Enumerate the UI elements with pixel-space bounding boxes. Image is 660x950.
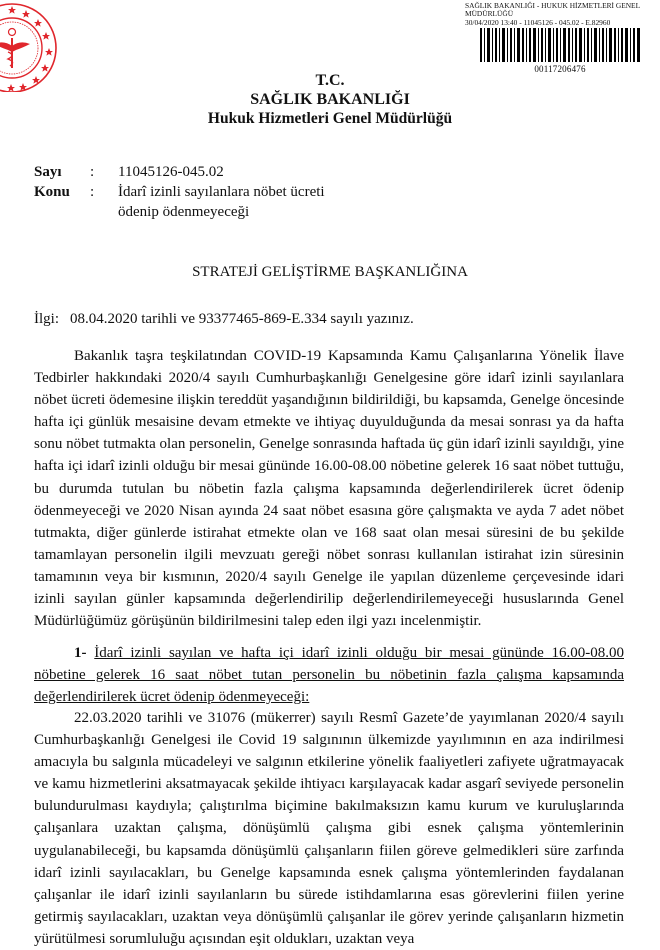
konu-row [34,182,325,222]
ilgi-value: 08.04.2020 tarihli ve 93377465-869-E.334 sayılı yazınız. [70,311,414,327]
header-directorate: Hukuk Hizmetleri Genel Müdürlüğü [207,110,453,127]
konu-value-line-1: İdarî izinli sayılanlara nöbet ücreti [118,184,325,200]
konu-label: Konu [34,184,70,200]
sayi-label: Sayı [34,164,62,180]
sayi-colon: : [90,164,95,180]
stamp-line-3: 30/04/2020 13:40 - 11045126 - 045.02 - E.82960 [465,17,611,27]
section-number: 1- [74,645,87,661]
sayi-row [34,162,224,182]
konu-value-line-2: ödenip ödenmeyeceği [118,204,250,220]
stamp-line-1: SAĞLIK BAKANLIĞI - HUKUK HİZMETLERİ GENEL [465,1,641,10]
ilgi-label: İlgi: [34,311,59,327]
header-ministry: SAĞLIK BAKANLIĞI [250,91,410,108]
paragraph-text: 22.03.2020 tarihli ve 31076 (mükerrer) sayılı Resmî Gazete’de yayımlanan 2020/4 sayılı Cumhurbaşkanlığı Genelgesi ile Covid 19 salgınının ülkemizde yayılımının en aza indirilmesi amacıyla bu salgınla mücadeleyi ve salgının etkilerine yönelik faaliyetleri zafiyete uğratmayacak ve kamu hizmetlerini aksatmayacak şekilde ihtiyacı karşılayacak kadar asgarî seviyede personelin bulundurulması kaydıyla; çalıştırılma biçimine bakılmaksızın kamu kurum ve kuruluşlarında çalışanlara uzaktan çalışma, dönüşümlü çalışma gibi esnek çalışma yöntemlerinin uygulanabileceği, bu kapsamda dönüşümlü çalışanların fiilen göreve gelmedikleri süre zarfında idarî izinli sayılacakları, bu Genelge kapsamında esnek çalışma yöntemlerinden faydalanan çalışanlar ile idarî izinli sayılanların bu sürede istihdamlarına esas görevlerini fiilen yerine getirmiş sayılacakları, uzaktan veya dönüşümlü çalışanlar ile görev yerinde çalışanların hizmetin yürütülmesi sorumluluğu açısından eşit oldukları, uzaktan veya [34,710,624,947]
barcode-icon [480,28,640,62]
body-paragraph-1 [34,345,624,632]
paragraph-text: Bakanlık taşra teşkilatından COVID-19 Kapsamında Kamu Çalışanlarına Yönelik İlave Tedbirler hakkındaki 2020/4 sayılı Cumhurbaşkanlığı Genelgesine göre idarî izinli sayılanlara nöbet ücreti ödemesine ilişkin tereddüt yaşandığının bildirildiği, bu kapsamda, Genelge öncesinde hafta içi günlük mesaisine devam etmekte ve ihtiyaç duyulduğunda da mesai sonrası ya da hafta sonu nöbet tutmakta olan personelin, Genelge sonrasında haftada üç gün idarî izinli sayıldığı, yine hafta içi idarî izinli olduğu bir mesai gününde 16.00-08.00 nöbetine gelerek 16 saat nöbet tuttuğu, bu durumda tutulan bu nöbetin fazla çalışma kapsamında değerlendirilerek ücret ödenip ödenmeyeceği ve 2020 Nisan ayında 24 saat nöbet esasına göre çalışmakta ve ayda 7 adet nöbet tutmakta, diğer günlerde istirahat etmekte olan ve 168 saat olan mesai süresini de bu şekilde tamamlayan personelin ilgili mevzuatı gereği nöbet sonrası kullanılan istirahat izin süresinin tamamının veya bir kısmının, 2020/4 sayılı Genelge ile yapılan düzenleme çerçevesinde idari izinli sayılan günler kapsamında değerlendirilip değerlendirilemeyeceği hususlarında Genel Müdürlüğümüz görüşünün bildirilmesini talep eden ilgi yazı incelenmiştir. [34,348,624,630]
header-tc: T.C. [315,72,345,89]
section-heading-text: İdarî izinli sayılan ve hafta içi idarî izinli olduğu bir mesai gününde 16.00-08.00 nöbetine gelerek 16 saat nöbet tutan personelin bu nöbetinin fazla çalışma kapsamında değerlendirilerek ücret ödenip ödenmeyeceği: [34,645,624,706]
electronic-signature-stamp [465,2,660,27]
addressee: STRATEJİ GELİŞTİRME BAŞKANLIĞINA [192,264,468,280]
sayi-value: 11045126-045.02 [118,164,224,180]
konu-colon: : [90,184,95,200]
ilgi-row [34,311,414,328]
section-1-heading [34,642,624,708]
body-paragraph-2 [34,707,624,950]
barcode-number: 00117206476 [534,64,586,74]
stamp-line-2: MÜDÜRLÜĞÜ [465,9,514,19]
